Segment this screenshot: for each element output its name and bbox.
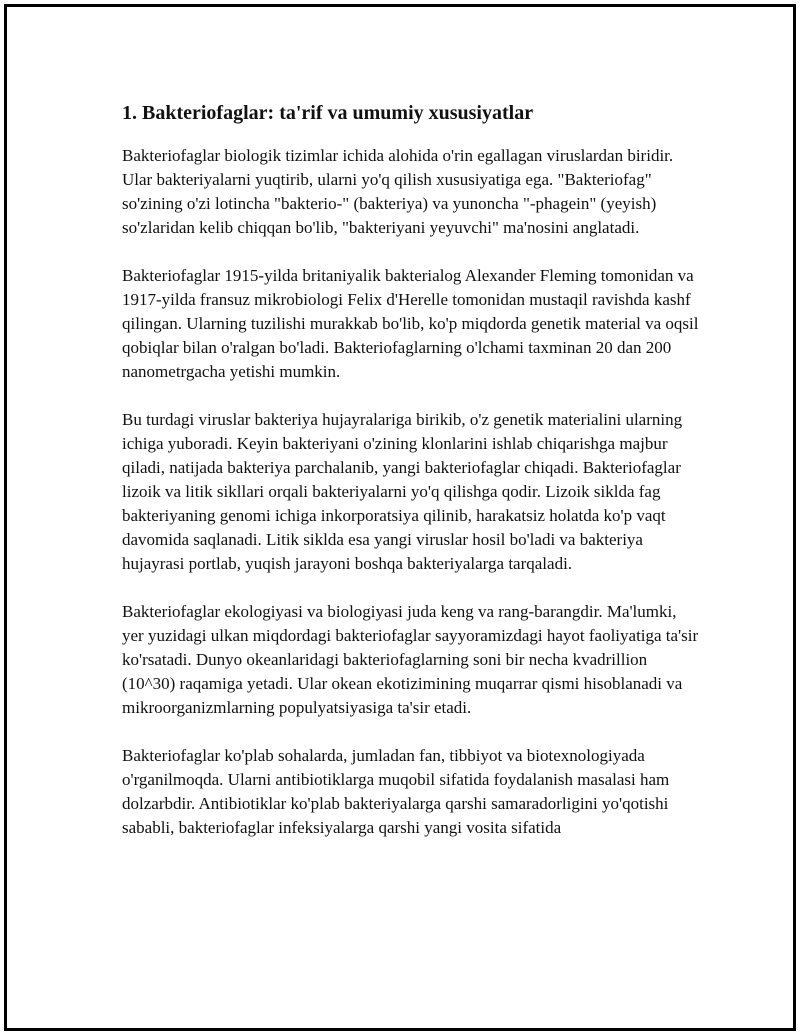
paragraph-lifecycle: Bu turdagi viruslar bakteriya hujayralariga birikib, o'z genetik materialini ularning ichiga yuboradi. Keyin bakteriyani o'zining klonlarini ishlab chiqarishga majbur qiladi, natijada bakteriya parchalanib, yangi bakteriofaglar chiqadi. Bakteriofaglar lizoik va litik sikllari orqali bakteriyalarni yo'q qilishga qodir. Lizoik siklda fag bakteriyaning genomi ichiga inkorporatsiya qilinib, harakatsiz holatda ko'p vaqt davomida saqlanadi. Litik siklda esa yangi viruslar hosil bo'ladi va bakteriya hujayrasi portlab, yuqish jarayoni boshqa bakteriyalarga tarqaladi. (122, 410, 683, 573)
section-heading: 1. Bakteriofaglar: ta'rif va umumiy xususiyatlar (122, 102, 534, 124)
paragraph-definition: Bakteriofaglar biologik tizimlar ichida alohida o'rin egallagan viruslardan biridir. Ular bakteriyalarni yuqtirib, ularni yo'q qilish xususiyatiga ega. "Bakteriofag" so'zining o'zi lotincha "bakterio-" (bakteriya) va yunoncha "-phagein" (yeyish) so'zlaridan kelib chiqqan bo'lib, "bakteriyani yeyuvchi" ma'nosini anglatadi. (122, 146, 674, 237)
paragraph-ecology: Bakteriofaglar ekologiyasi va biologiyasi juda keng va rang-barangdir. Ma'lumki, yer yuzidagi ulkan miqdordagi bakteriofaglar sayyoramizdagi hayot faoliyatiga ta'sir ko'rsatadi. Dunyo okeanlaridagi bakteriofaglarning soni bir necha kvadrillion (10^30) raqamiga yetadi. Ular okean ekotizimining muqarrar qismi hisoblanadi va mikroorganizmlarning populyatsiyasiga ta'sir etadi. (122, 602, 699, 717)
paragraph-discovery: Bakteriofaglar 1915-yilda britaniyalik bakterialog Alexander Fleming tomonidan va 1917-yilda fransuz mikrobiologi Felix d'Herelle tomonidan mustaqil ravishda kashf qilingan. Ularning tuzilishi murakkab bo'lib, ko'p miqdorda genetik material va oqsil qobiqlar bilan o'ralgan bo'ladi. Bakteriofaglarning o'lchami taxminan 20 dan 200 nanometrgacha yetishi mumkin. (122, 266, 699, 381)
document-body (122, 99, 702, 864)
page-border (4, 4, 796, 1031)
paragraph-applications: Bakteriofaglar ko'plab sohalarda, jumladan fan, tibbiyot va biotexnologiyada o'rganilmoqda. Ularni antibiotiklarga muqobil sifatida foydalanish masalasi ham dolzarbdir. Antibiotiklar ko'plab bakteriyalarga qarshi samaradorligini yo'qotishi sababli, bakteriofaglar infeksiyalarga qarshi yangi vosita sifatida (122, 746, 670, 837)
